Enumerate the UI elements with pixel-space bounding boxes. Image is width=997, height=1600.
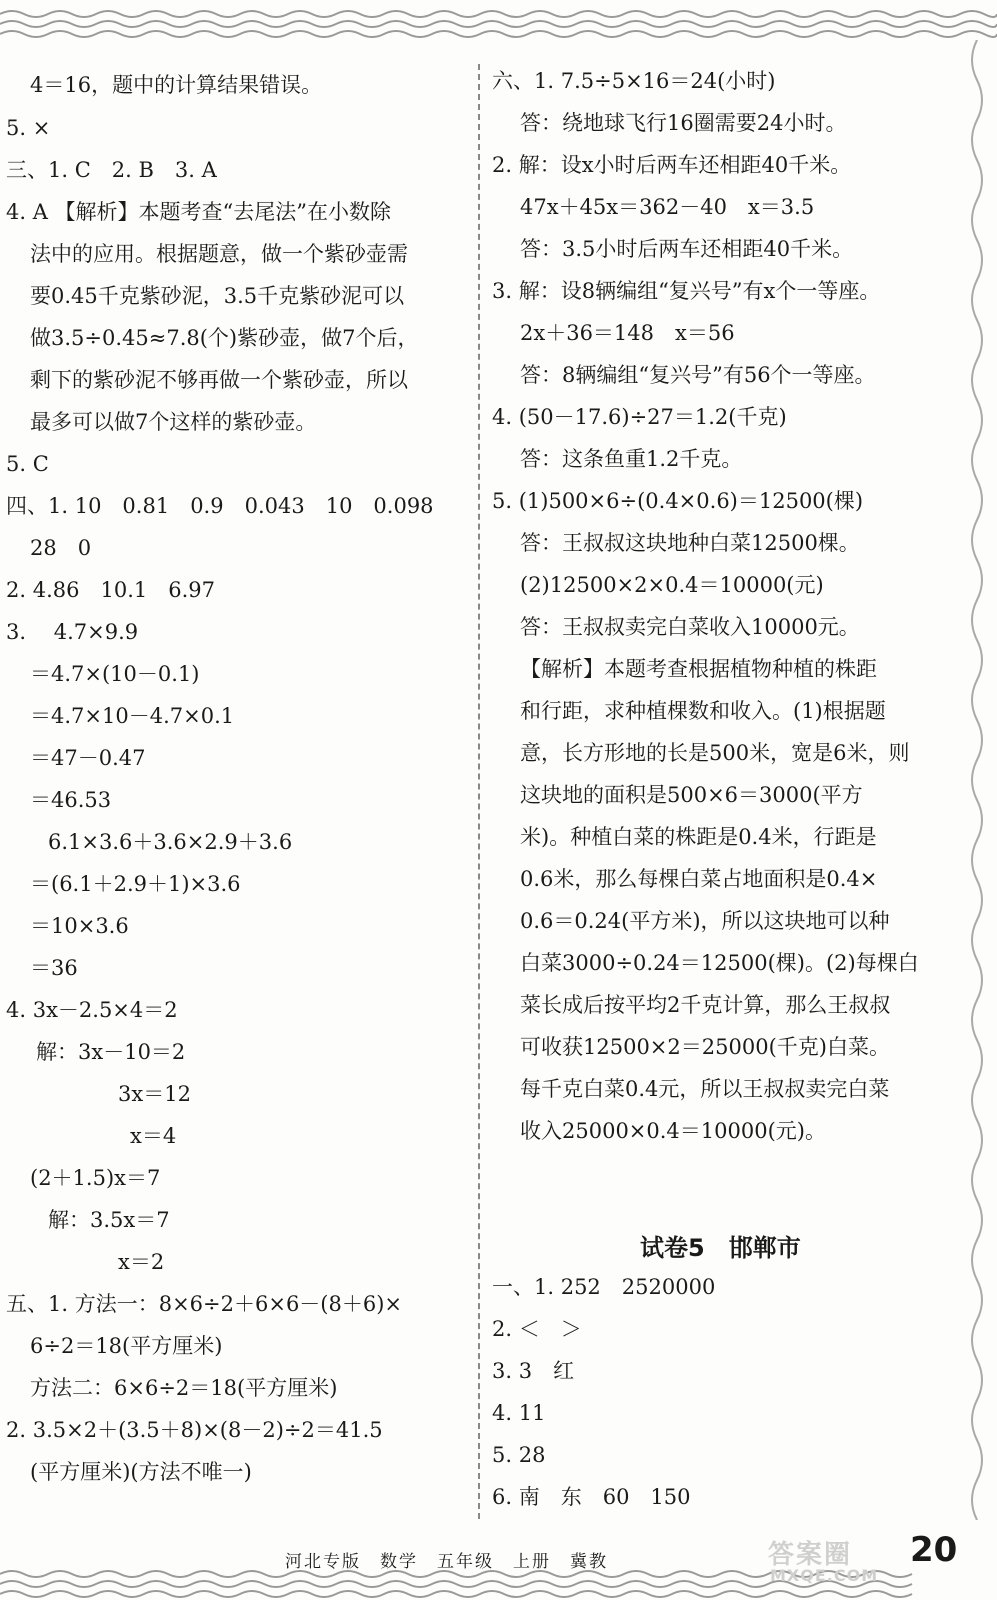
text-line: 答：绕地球飞行16圈需要24小时。 [520,111,847,135]
text-line: 5. × [6,116,51,140]
text-line: 解：3.5x＝7 [48,1208,170,1232]
footer-text: 河北专版 数学 五年级 上册 冀教 [285,1552,608,1572]
text-line: 剩下的紫砂泥不够再做一个紫砂壶，所以 [30,368,408,392]
text-line: 和行距，求种植棵数和收入。(1)根据题 [520,699,886,723]
text-line: 四、1. 10 0.81 0.9 0.043 10 0.098 [6,494,434,518]
text-line: 收入25000×0.4＝10000(元)。 [520,1119,826,1143]
right-wave-edge [962,40,992,1520]
text-line: ＝4.7×(10－0.1) [30,662,200,686]
text-line: ＝10×3.6 [30,914,129,938]
text-line: 3x＝12 [118,1082,191,1106]
top-wave-border [0,0,997,50]
page-number: 20 [910,1530,958,1570]
column-divider [478,64,480,1519]
text-line: 【解析】本题考查根据植物种植的株距 [520,657,877,681]
text-line: 4＝16，题中的计算结果错误。 [30,73,323,97]
text-line: 6.1×3.6＋3.6×2.9＋3.6 [48,830,293,854]
text-line: 三、1. C 2. B 3. A [6,158,217,182]
text-line: 6÷2＝18(平方厘米) [30,1334,223,1358]
text-line: 答：这条鱼重1.2千克。 [520,447,743,471]
text-line: 白菜3000÷0.24＝12500(棵)。(2)每棵白 [520,951,919,975]
text-line: ＝46.53 [30,788,112,812]
text-line: 4. A 【解析】本题考查“去尾法”在小数除 [6,200,392,224]
text-line: 每千克白菜0.4元，所以王叔叔卖完白菜 [520,1077,890,1101]
text-line: (平方厘米)(方法不唯一) [30,1460,252,1484]
text-line: 菜长成后按平均2千克计算，那么王叔叔 [520,993,891,1017]
text-line: x＝2 [118,1250,165,1274]
text-line: 4. 11 [492,1401,546,1425]
section-title: 试卷5 邯郸市 [640,1234,801,1262]
text-line: 这块地的面积是500×6＝3000(平方 [520,783,863,807]
text-line: 3. 解：设8辆编组“复兴号”有x个一等座。 [492,279,881,303]
text-line: 法中的应用。根据题意，做一个紫砂壶需 [30,242,408,266]
text-line: 0.6米，那么每棵白菜占地面积是0.4× [520,867,878,891]
text-line: 5. 28 [492,1443,546,1467]
text-line: 五、1. 方法一：8×6÷2＋6×6－(8＋6)× [6,1292,403,1316]
text-line: 2. 4.86 10.1 6.97 [6,578,215,602]
text-line: 可收获12500×2＝25000(千克)白菜。 [520,1035,890,1059]
text-line: 3. 3 红 [492,1359,575,1383]
text-line: 5. (1)500×6÷(0.4×0.6)＝12500(棵) [492,489,864,513]
text-line: 3. 4.7×9.9 [6,620,139,644]
text-line: 5. C [6,452,49,476]
text-line: 2. ＜ ＞ [492,1317,582,1341]
text-line: 4. 3x－2.5×4＝2 [6,998,178,1022]
text-line: ＝47－0.47 [30,746,146,770]
text-line: 答：8辆编组“复兴号”有56个一等座。 [520,363,876,387]
text-line: 做3.5÷0.45≈7.8(个)紫砂壶，做7个后， [30,326,419,350]
text-line: 一、1. 252 2520000 [492,1275,716,1299]
text-line: 六、1. 7.5÷5×16＝24(小时) [492,69,776,93]
text-line: 6. 南 东 60 150 [492,1485,691,1509]
text-line: 答：王叔叔这块地种白菜12500棵。 [520,531,860,555]
text-line: 2. 解：设x小时后两车还相距40千米。 [492,153,852,177]
text-line: 2. 3.5×2＋(3.5＋8)×(8－2)÷2＝41.5 [6,1418,383,1442]
text-line: 答：3.5小时后两车还相距40千米。 [520,237,854,261]
text-line: 4. (50－17.6)÷27＝1.2(千克) [492,405,787,429]
text-line: 47x＋45x＝362－40 x＝3.5 [520,195,815,219]
text-line: 28 0 [30,536,92,560]
text-line: 米)。种植白菜的株距是0.4米，行距是 [520,825,877,849]
text-line: 2x＋36＝148 x＝56 [520,321,735,345]
text-line: ＝4.7×10－4.7×0.1 [30,704,235,728]
text-line: 最多可以做7个这样的紫砂壶。 [30,410,317,434]
text-line: (2)12500×2×0.4＝10000(元) [520,573,824,597]
watermark: 答案圈 [768,1540,853,1570]
text-line: ＝(6.1＋2.9＋1)×3.6 [30,872,241,896]
text-line: x＝4 [130,1124,177,1148]
watermark-url: MXQE.COM [770,1566,879,1585]
text-line: ＝36 [30,956,78,980]
text-line: 要0.45千克紫砂泥，3.5千克紫砂泥可以 [30,284,405,308]
text-line: 方法二：6×6÷2＝18(平方厘米) [30,1376,338,1400]
text-line: 答：王叔叔卖完白菜收入10000元。 [520,615,860,639]
text-line: 意，长方形地的长是500米，宽是6米，则 [520,741,910,765]
text-line: 0.6＝0.24(平方米)，所以这块地可以种 [520,909,890,933]
text-line: (2＋1.5)x＝7 [30,1166,161,1190]
text-line: 解：3x－10＝2 [36,1040,186,1064]
